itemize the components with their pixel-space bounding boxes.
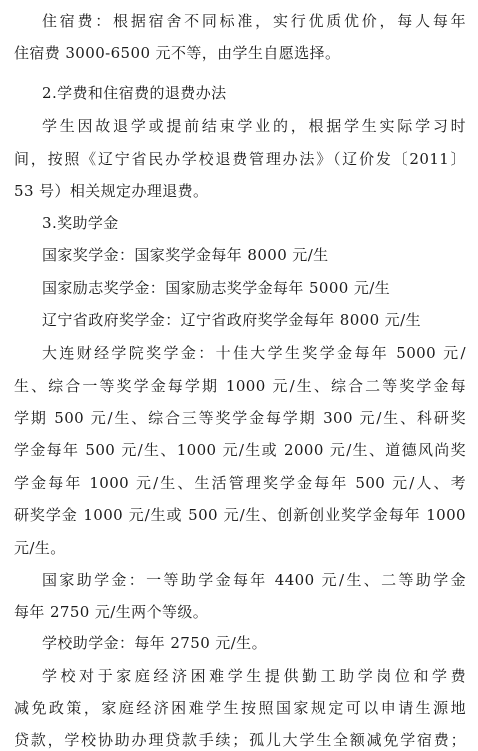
text-line: 贷款，学校协助办理贷款手续；孤儿大学生全额减免学宿费； <box>14 731 466 749</box>
text-line: 住宿费 3000-6500 元不等，由学生自愿选择。 <box>14 44 341 62</box>
text-line: 学生因故退学或提前结束学业的，根据学生实际学习时 <box>42 117 466 135</box>
text-line: 学金每年 500 元/生、1000 元/生或 2000 元/生、道德风尚奖 <box>14 441 466 459</box>
text-line: 国家助学金：一等助学金每年 4400 元/生、二等助学金 <box>42 571 466 589</box>
text-line: 国家奖学金：国家奖学金每年 8000 元/生 <box>42 246 329 264</box>
text-line: 生、综合一等奖学金每学期 1000 元/生、综合二等奖学金每 <box>14 377 466 395</box>
text-line: 学校助学金：每年 2750 元/生。 <box>42 634 267 652</box>
text-line: 大连财经学院奖学金：十佳大学生奖学金每年 5000 元/ <box>42 344 466 362</box>
text-line: 住宿费：根据宿舍不同标准，实行优质优价，每人每年 <box>42 12 466 30</box>
text-line: 53 号）相关规定办理退费。 <box>14 182 209 200</box>
text-line: 学期 500 元/生、综合三等奖学金每学期 300 元/生、科研奖 <box>14 409 466 427</box>
text-line: 每年 2750 元/生两个等级。 <box>14 603 209 621</box>
section-heading: 3.奖助学金 <box>42 214 119 232</box>
text-line: 学校对于家庭经济困难学生提供勤工助学岗位和学费 <box>42 667 466 685</box>
text-line: 间，按照《辽宁省民办学校退费管理办法》（辽价发〔2011〕 <box>14 150 466 168</box>
text-line: 学金每年 1000 元/生、生活管理奖学金每年 500 元/人、考 <box>14 474 466 492</box>
text-line: 减免政策，家庭经济困难学生按照国家规定可以申请生源地 <box>14 699 466 717</box>
text-line: 辽宁省政府奖学金：辽宁省政府奖学金每年 8000 元/生 <box>42 311 421 329</box>
section-heading: 2.学费和住宿费的退费办法 <box>42 84 227 102</box>
text-line: 元/生。 <box>14 539 66 557</box>
text-line: 国家励志奖学金：国家励志奖学金每年 5000 元/生 <box>42 279 391 297</box>
text-line: 研奖学金 1000 元/生或 500 元/生、创新创业奖学金每年 1000 <box>14 506 466 524</box>
